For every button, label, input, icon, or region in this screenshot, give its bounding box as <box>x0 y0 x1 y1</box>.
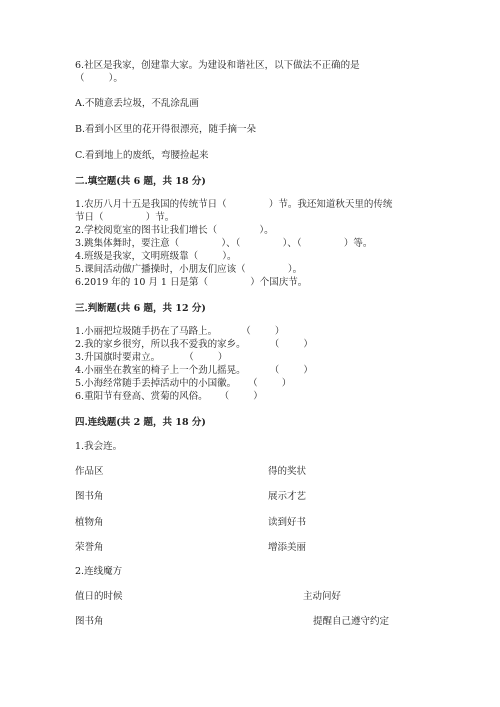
judge-line-5: 5.小海经常随手丢掉活动中的小国徽。 （ ） <box>75 378 292 389</box>
judge-line-1: 1.小丽把垃圾随手扔在了马路上。 （ ） <box>75 326 285 337</box>
section3-heading: 三.判断题(共 6 题，共 12 分) <box>75 303 206 314</box>
q6-stem-line1: 6.社区是我家，创建靠大家。为建设和谐社区，以下做法不正确的是 <box>75 60 360 71</box>
judge-line-2: 2.我的家乡很穷，所以我不爱我的家乡。 （ ） <box>75 339 313 350</box>
fill-line-5: 4.班级是我家，文明班级靠（ ）。 <box>75 251 237 262</box>
judge-line-4: 4.小丽坐在教室的椅子上一个劲儿摇晃。 （ ） <box>75 365 313 376</box>
match-q1-right-2: 展示才艺 <box>268 491 307 502</box>
match-q1-right-3: 读到好书 <box>268 517 307 528</box>
match-q1-left-1: 作品区 <box>75 466 104 477</box>
match-q1-title: 1.我会连。 <box>75 441 123 452</box>
section2-heading: 二.填空题(共 6 题，共 18 分) <box>75 176 206 187</box>
judge-line-6: 6.重阳节有登高、赏菊的风俗。 （ ） <box>75 391 263 402</box>
q6-option-a: A.不随意丢垃圾，不乱涂乱画 <box>75 98 199 109</box>
fill-line-2: 节日（ ）节。 <box>75 212 175 223</box>
match-q1-left-4: 荣誉角 <box>75 542 104 553</box>
q6-option-c: C.看到地上的废纸，弯腰捡起来 <box>75 150 209 161</box>
fill-line-4: 3.跳集体舞时，要注意（ ）、（ ）、（ ）等。 <box>75 238 373 249</box>
match-q2-right-2: 提醒自己遵守约定 <box>313 616 390 627</box>
fill-line-6: 5.课间活动做广播操时，小朋友们应该（ ）。 <box>75 264 303 275</box>
judge-line-3: 3.升国旗时要肃立。 （ ） <box>75 352 228 363</box>
match-q2-left-2: 图书角 <box>75 616 104 627</box>
q6-stem-line2: （ ）。 <box>75 73 123 84</box>
match-q2-title: 2.连线魔方 <box>75 566 123 577</box>
q6-option-b: B.看到小区里的花开得很漂亮，随手摘一朵 <box>75 124 257 135</box>
fill-line-3: 2.学校阅览室的图书让我们增长（ ）。 <box>75 225 274 236</box>
match-q1-right-1: 得的奖状 <box>268 466 307 477</box>
fill-line-7: 6.2019 年的 10 月 1 日是第（ ）个国庆节。 <box>75 277 308 288</box>
fill-line-1: 1.农历八月十五是我国的传统节日（ ）节。我还知道秋天里的传统 <box>75 199 393 210</box>
match-q1-right-4: 增添美丽 <box>268 542 307 553</box>
section4-heading: 四.连线题(共 2 题，共 18 分) <box>75 417 206 428</box>
match-q2-right-1: 主动问好 <box>303 591 342 602</box>
match-q1-left-2: 图书角 <box>75 491 104 502</box>
match-q1-left-3: 植物角 <box>75 517 104 528</box>
match-q2-left-1: 值日的时候 <box>75 591 123 602</box>
